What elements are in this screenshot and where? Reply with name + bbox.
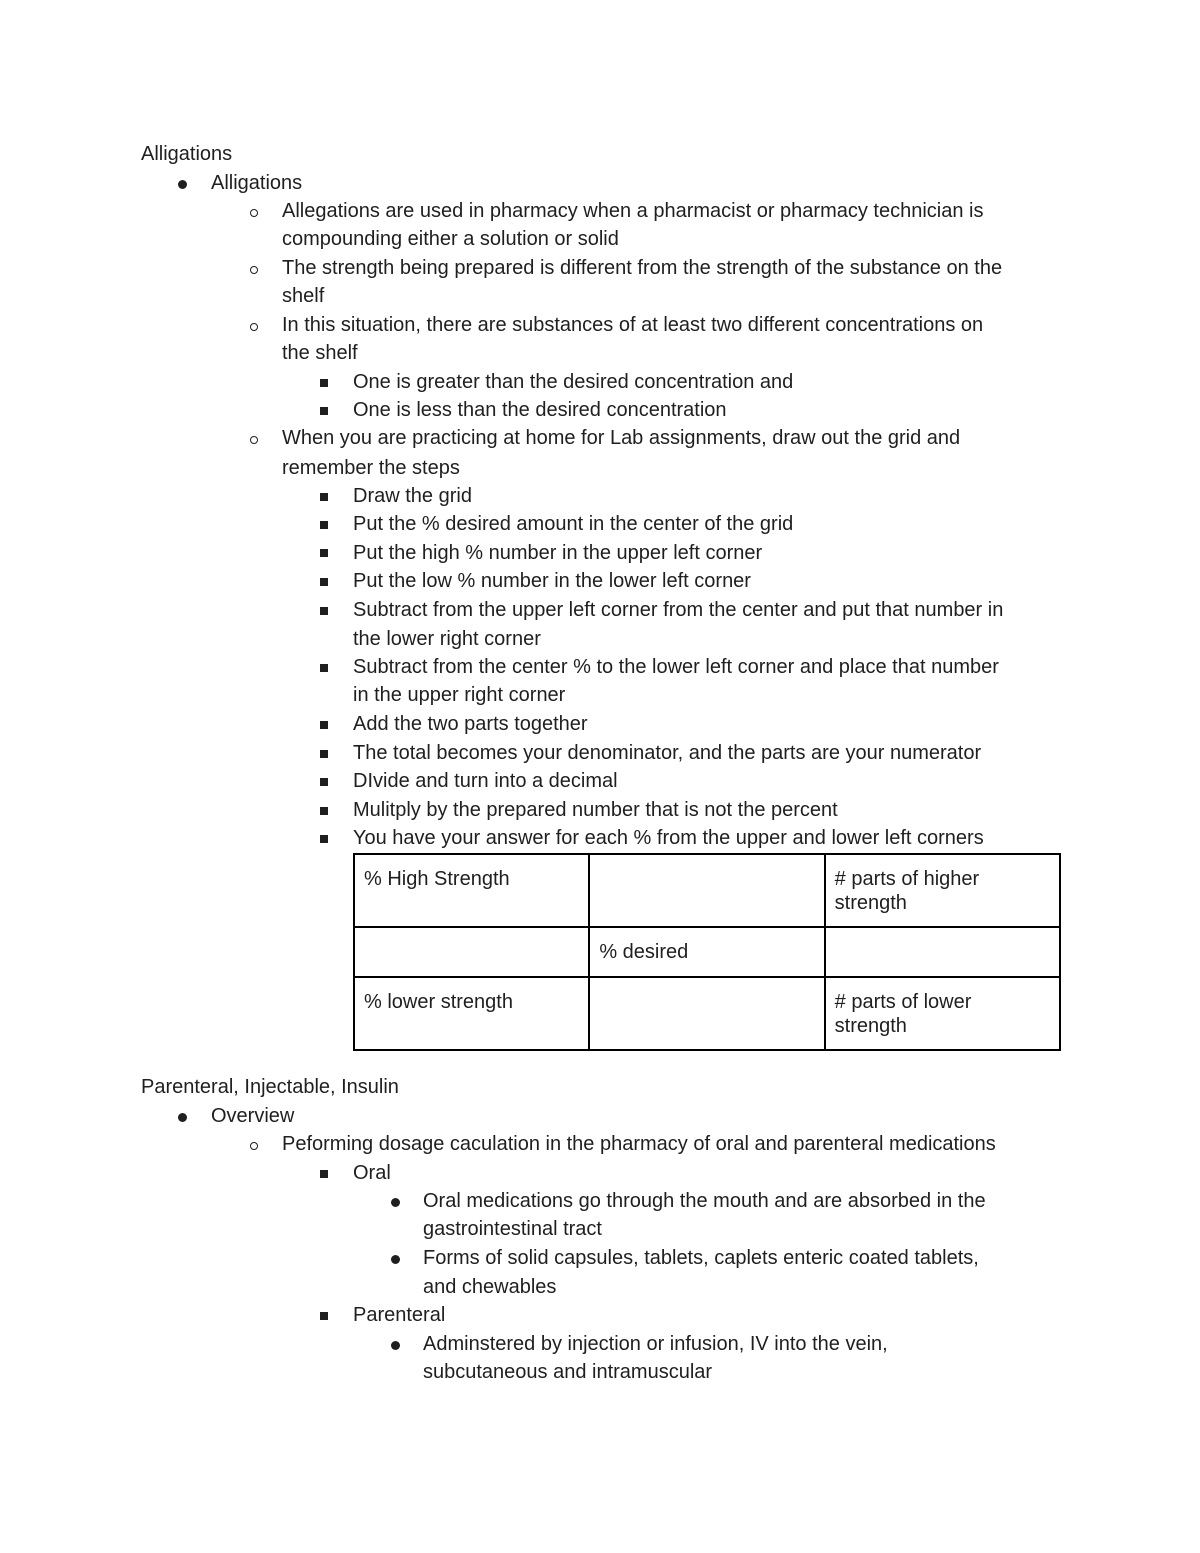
list-item: Allegations are used in pharmacy when a pharmacist or pharmacy technician is — [282, 200, 984, 222]
bullet-item: Alligations — [211, 172, 303, 194]
bullet-circle-icon — [250, 209, 258, 217]
bullet-square-icon — [320, 750, 328, 758]
detail-item: Oral medications go through the mouth and are absorbed in the — [423, 1190, 986, 1212]
cell-text: % High Strength — [364, 868, 510, 890]
step-item: Subtract from the center % to the lower left corner and place that number — [353, 656, 999, 678]
step-item-continued: in the upper right corner — [353, 684, 566, 706]
step-item: Add the two parts together — [353, 713, 588, 735]
grid-cell-desired — [589, 927, 824, 977]
grid-row — [354, 854, 1060, 927]
bullet-square-icon — [320, 721, 328, 729]
cell-text: # parts of lower — [834, 991, 972, 1013]
bullet-circle-icon — [250, 1142, 258, 1150]
step-item: Put the % desired amount in the center of the grid — [353, 513, 794, 535]
step-item: The total becomes your denominator, and the parts are your numerator — [353, 742, 982, 764]
detail-item: Forms of solid capsules, tablets, caplets enteric coated tablets, — [423, 1247, 979, 1269]
bullet-square-icon — [320, 379, 328, 387]
sub-list-item: One is greater than the desired concentration and — [353, 371, 794, 393]
grid-cell-empty — [589, 977, 824, 1050]
bullet-disc-icon — [391, 1255, 400, 1264]
bullet-circle-icon — [250, 323, 258, 331]
section-title: Parenteral, Injectable, Insulin — [141, 1076, 399, 1098]
sub-list-item: One is less than the desired concentration — [353, 399, 727, 421]
step-item-continued: the lower right corner — [353, 628, 541, 650]
step-item: You have your answer for each % from the upper and lower left corners — [353, 827, 984, 849]
bullet-disc-icon — [391, 1341, 400, 1350]
list-item: The strength being prepared is different from the strength of the substance on the — [282, 257, 1003, 279]
grid-cell-lower-strength — [354, 977, 589, 1050]
bullet-circle-icon — [250, 436, 258, 444]
step-item: Subtract from the upper left corner from the center and put that number in — [353, 599, 1004, 621]
cell-text-continued: strength — [834, 892, 907, 914]
grid-cell-empty — [825, 927, 1060, 977]
detail-item-continued: and chewables — [423, 1276, 557, 1298]
cell-text: # parts of higher — [834, 868, 980, 890]
grid-row — [354, 977, 1060, 1050]
grid-cell-lower-parts — [825, 977, 1060, 1050]
bullet-square-icon — [320, 1312, 328, 1320]
step-item: DIvide and turn into a decimal — [353, 770, 618, 792]
list-item: Peforming dosage caculation in the pharmacy of oral and parenteral medications — [282, 1133, 996, 1155]
detail-item-continued: gastrointestinal tract — [423, 1218, 602, 1240]
grid-cell-higher-parts — [825, 854, 1060, 927]
bullet-square-icon — [320, 1170, 328, 1178]
list-item-continued: remember the steps — [282, 457, 460, 479]
bullet-square-icon — [320, 778, 328, 786]
detail-item-continued: subcutaneous and intramuscular — [423, 1361, 713, 1383]
bullet-square-icon — [320, 493, 328, 501]
list-item: When you are practicing at home for Lab assignments, draw out the grid and — [282, 427, 961, 449]
grid-cell-empty — [354, 927, 589, 977]
step-item: Draw the grid — [353, 485, 472, 507]
cell-text-continued: strength — [834, 1015, 907, 1037]
bullet-square-icon — [320, 664, 328, 672]
list-item-continued: compounding either a solution or solid — [282, 228, 619, 250]
bullet-circle-icon — [250, 266, 258, 274]
sub-list-item: Parenteral — [353, 1304, 446, 1326]
step-item: Put the low % number in the lower left corner — [353, 570, 751, 592]
bullet-disc-icon — [178, 180, 187, 189]
cell-text: % lower strength — [364, 991, 513, 1013]
bullet-square-icon — [320, 607, 328, 615]
section-title: Alligations — [141, 143, 233, 165]
bullet-square-icon — [320, 521, 328, 529]
grid-cell-empty — [589, 854, 824, 927]
bullet-disc-icon — [391, 1198, 400, 1207]
detail-item: Adminstered by injection or infusion, IV into the vein, — [423, 1333, 888, 1355]
alligation-grid — [353, 853, 1061, 1051]
bullet-square-icon — [320, 578, 328, 586]
bullet-square-icon — [320, 835, 328, 843]
grid-cell-high-strength — [354, 854, 589, 927]
bullet-item: Overview — [211, 1105, 295, 1127]
bullet-square-icon — [320, 807, 328, 815]
list-item-continued: the shelf — [282, 342, 358, 364]
list-item: In this situation, there are substances of at least two different concentrations on — [282, 314, 984, 336]
grid-row — [354, 927, 1060, 977]
step-item: Mulitply by the prepared number that is not the percent — [353, 799, 838, 821]
list-item-continued: shelf — [282, 285, 325, 307]
cell-text: % desired — [599, 941, 689, 963]
bullet-disc-icon — [178, 1113, 187, 1122]
bullet-square-icon — [320, 407, 328, 415]
bullet-square-icon — [320, 549, 328, 557]
step-item: Put the high % number in the upper left corner — [353, 542, 763, 564]
sub-list-item: Oral — [353, 1162, 391, 1184]
